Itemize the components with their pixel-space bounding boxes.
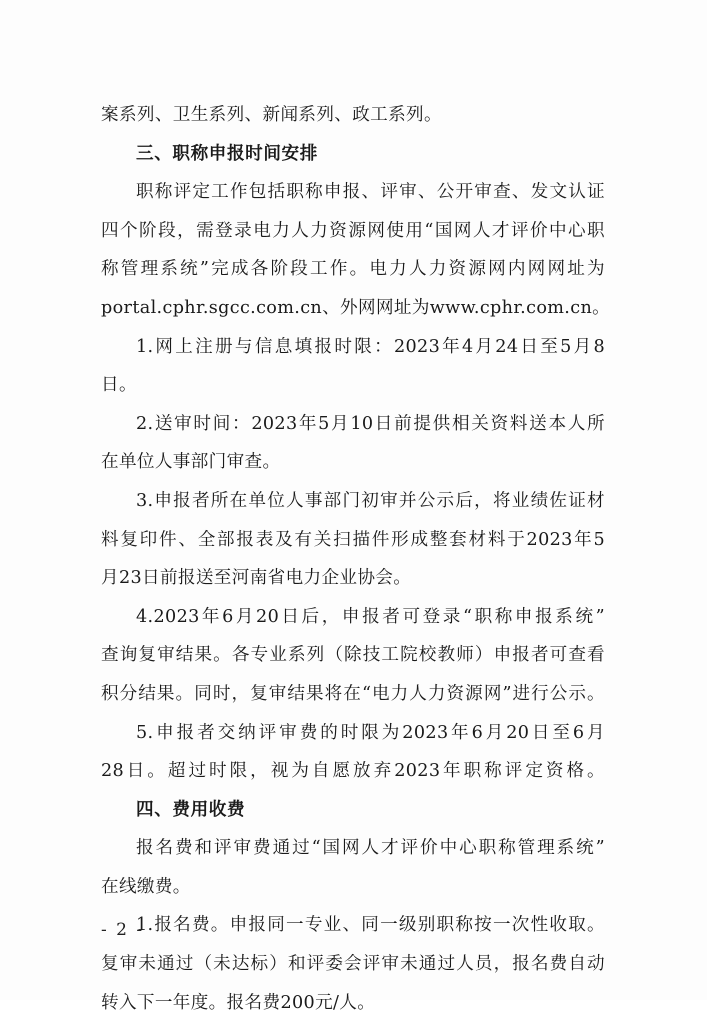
document-body xyxy=(101,96,611,1022)
paragraph-line: 报名费和评审费通过“国网人才评价中心职称管理系统” xyxy=(136,838,605,859)
paragraph-line: 案系列、卫生系列、新闻系列、政工系列。 xyxy=(101,105,442,125)
list-item-line: 1.网上注册与信息填报时限：2023年4月24日至5月8 xyxy=(136,336,605,357)
page-number: - 2 - xyxy=(101,920,145,940)
section-heading-fees: 四、费用收费 xyxy=(136,799,246,820)
list-item-line: 料复印件、全部报表及有关扫描件形成整套材料于2023年5 xyxy=(101,529,605,550)
list-item-line: 积分结果。同时，复审结果将在“电力人力资源网”进行公示。 xyxy=(101,683,605,704)
list-item-line: 2.送审时间：2023年5月10日前提供相关资料送本人所 xyxy=(136,413,605,434)
list-item-line: 1.报名费。申报同一专业、同一级别职称按一次性收取。 xyxy=(136,915,605,936)
list-item-line: 4.2023年6月20日后，申报者可登录“职称申报系统” xyxy=(136,606,605,627)
list-item-line: 月23日前报送至河南省电力企业协会。 xyxy=(101,568,412,589)
paragraph-line: 四个阶段，需登录电力人力资源网使用“国网人才评价中心职 xyxy=(101,220,605,241)
paragraph-line: 称管理系统”完成各阶段工作。电力人力资源网内网网址为 xyxy=(101,259,605,280)
list-item-line: 5.申报者交纳评审费的时限为2023年6月20日至6月 xyxy=(136,722,605,743)
paragraph-line: portal.cphr.sgcc.com.cn、外网网址为www.cphr.com.cn。 xyxy=(101,297,611,318)
list-item-line: 转入下一年度。报名费200元/人。 xyxy=(101,992,376,1013)
list-item-line: 查询复审结果。各专业系列（除技工院校教师）申报者可查看 xyxy=(101,645,605,666)
list-item-line: 复审未通过（未达标）和评委会评审未通过人员，报名费自动 xyxy=(101,954,605,975)
list-item-line: 28日。超过时限，视为自愿放弃2023年职称评定资格。 xyxy=(101,761,605,782)
paragraph-line: 职称评定工作包括职称申报、评审、公开审查、发文认证 xyxy=(136,182,605,203)
list-item-line: 在单位人事部门审查。 xyxy=(101,452,281,473)
list-item-line: 日。 xyxy=(101,375,137,396)
section-heading-schedule: 三、职称申报时间安排 xyxy=(136,143,318,164)
paragraph-line: 在线缴费。 xyxy=(101,876,191,897)
list-item-line: 3.申报者所在单位人事部门初审并公示后，将业绩佐证材 xyxy=(136,490,605,511)
